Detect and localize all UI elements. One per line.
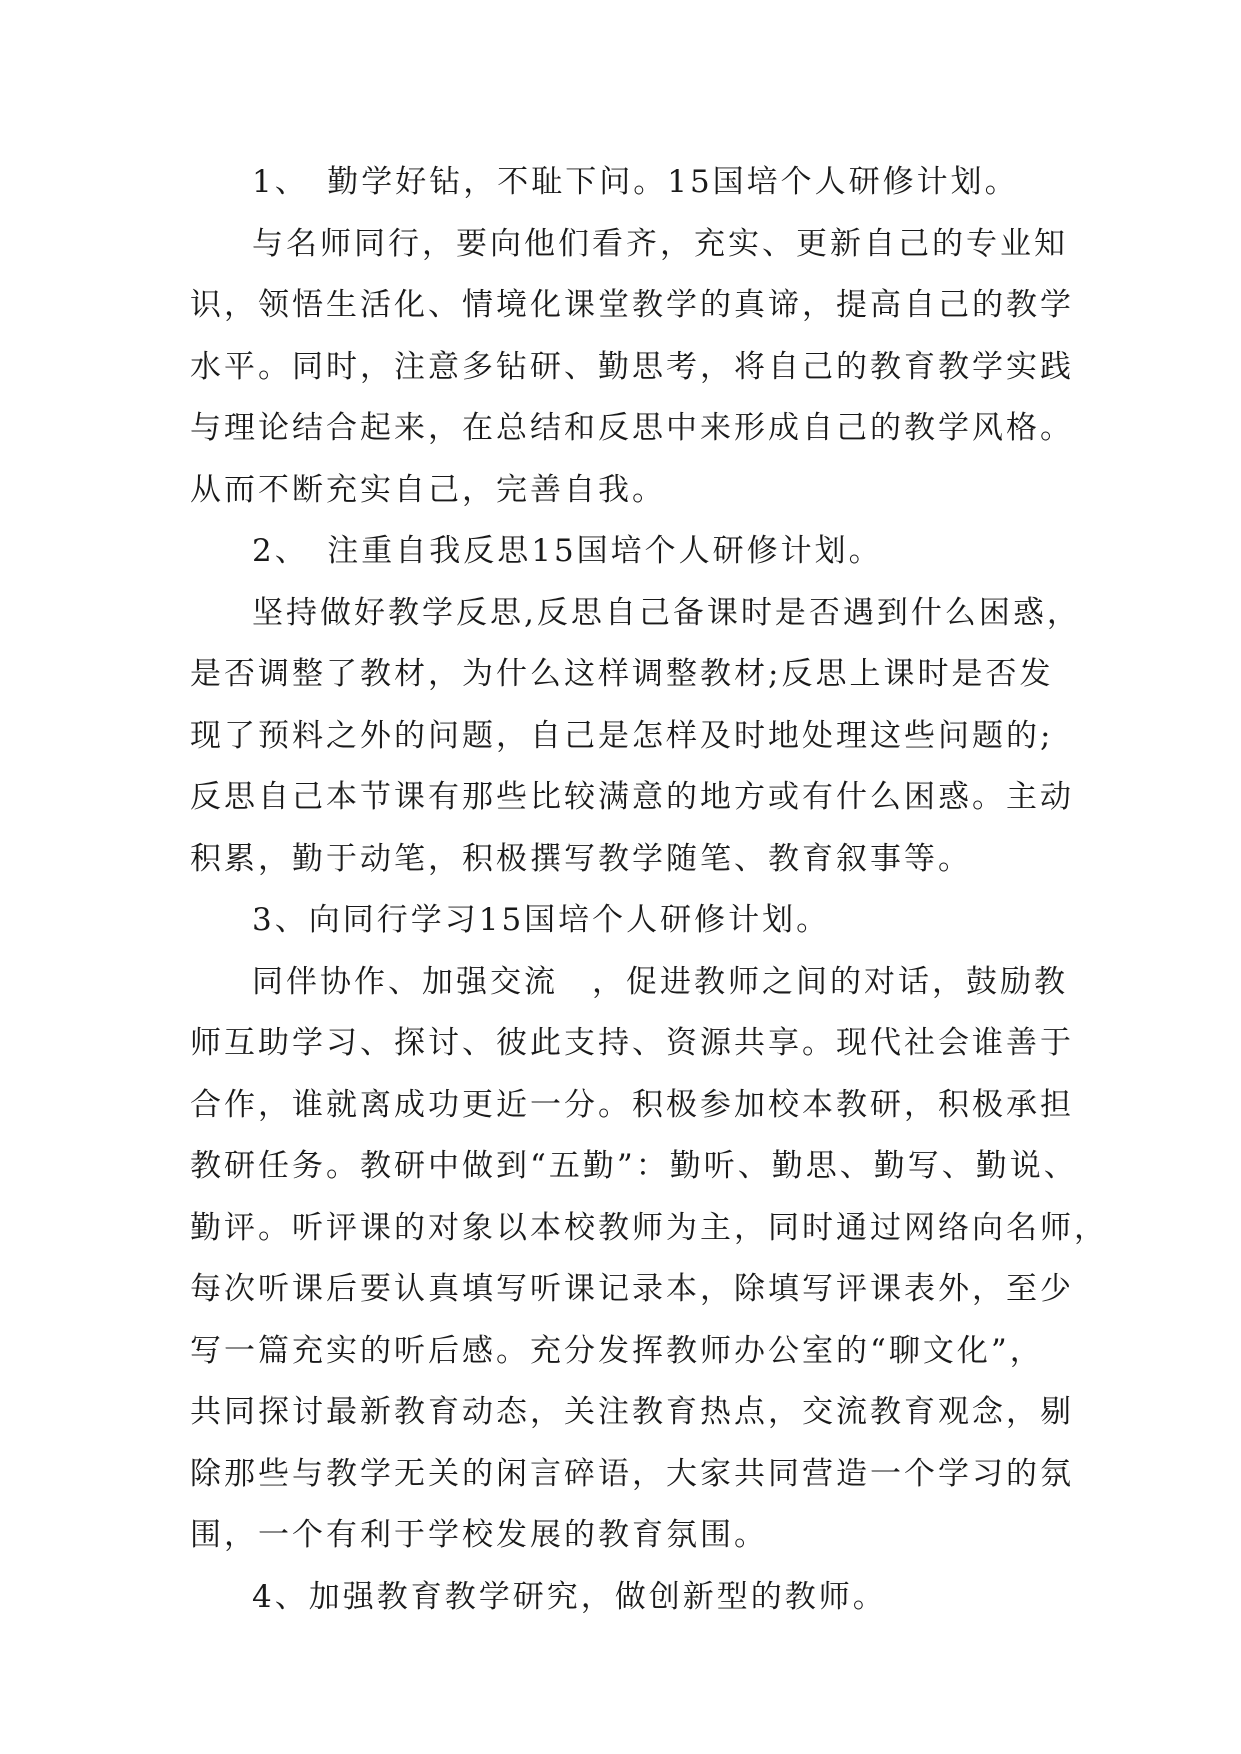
document-body: [190, 152, 1108, 1628]
paragraph-line: 水平。同时，注意多钻研、勤思考，将自己的教育教学实践: [190, 348, 1074, 385]
paragraph-line: 坚持做好教学反思,反思自己备课时是否遇到什么困惑，: [252, 594, 1081, 631]
paragraph-line: 共同探讨最新教育动态，关注教育热点，交流教育观念，剔: [190, 1394, 1074, 1430]
paragraph-line: 识，领悟生活化、情境化课堂教学的真谛，提高自己的教学: [190, 287, 1074, 323]
paragraph-line: 同伴协作、加强交流 ，促进教师之间的对话，鼓励教: [252, 963, 1068, 1000]
paragraph-line: 每次听课后要认真填写听课记录本，除填写评课表外，至少: [190, 1271, 1074, 1307]
paragraph-line: 围，一个有利于学校发展的教育氛围。: [190, 1517, 768, 1553]
heading-1: 1、 勤学好钻，不耻下问。15国培个人研修计划。: [252, 164, 1019, 200]
paragraph-line: 现了预料之外的问题，自己是怎样及时地处理这些问题的;: [190, 717, 1054, 754]
paragraph-line: 反思自己本节课有那些比较满意的地方或有什么困惑。主动: [190, 779, 1074, 815]
paragraph-line: 积累，勤于动笔，积极撰写教学随笔、教育叙事等。: [190, 840, 972, 877]
paragraph-line: 与名师同行，要向他们看齐，充实、更新自己的专业知: [252, 225, 1068, 262]
paragraph-line: 合作，谁就离成功更近一分。积极参加校本教研，积极承担: [190, 1086, 1074, 1123]
paragraph-line: 是否调整了教材，为什么这样调整教材;反思上课时是否发: [190, 656, 1054, 692]
paragraph-line: 勤评。听评课的对象以本校教师为主，同时通过网络向名师，: [190, 1209, 1108, 1246]
paragraph-line: 教研任务。教研中做到“五勤”：勤听、勤思、勤写、勤说、: [190, 1148, 1078, 1184]
heading-4: 4、加强教育教学研究，做创新型的教师。: [252, 1578, 887, 1615]
paragraph-line: 师互助学习、探讨、彼此支持、资源共享。现代社会谁善于: [190, 1025, 1074, 1061]
heading-2: 2、 注重自我反思15国培个人研修计划。: [252, 533, 883, 569]
heading-3: 3、向同行学习15国培个人研修计划。: [252, 902, 831, 938]
paragraph-line: 与理论结合起来，在总结和反思中来形成自己的教学风格。: [190, 410, 1074, 446]
paragraph-line: 写一篇充实的听后感。充分发挥教师办公室的“聊文化”，: [190, 1332, 1044, 1369]
paragraph-line: 从而不断充实自己，完善自我。: [190, 471, 666, 508]
paragraph-line: 除那些与教学无关的闲言碎语，大家共同营造一个学习的氛: [190, 1455, 1074, 1492]
